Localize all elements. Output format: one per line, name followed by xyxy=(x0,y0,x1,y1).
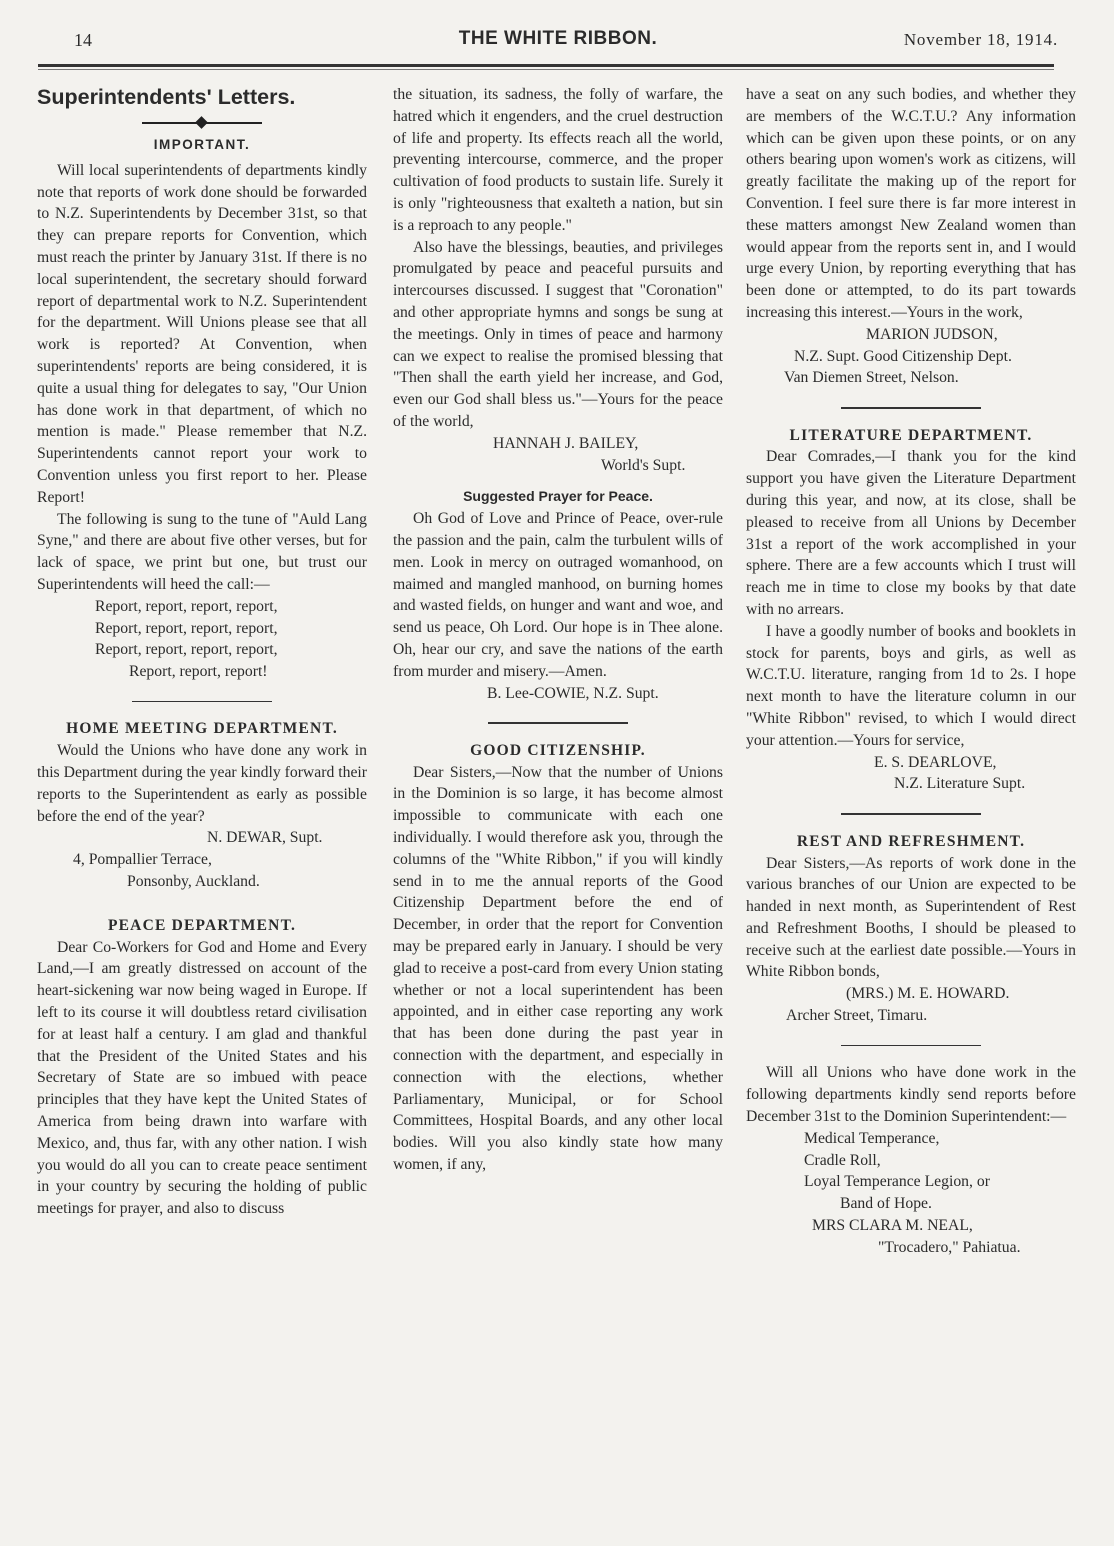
literature-paragraph-1: Dear Comrades,—I thank you for the kind support you have given the Literature Department during this year, and now, at its close, shall be pleased to receive from all Unions by December 31st a report of the work accomplished in your sphere. There are a few accounts which I trust will reach me in time to close my books by that date with no arrears. xyxy=(746,448,1076,619)
column-3 xyxy=(746,84,1076,1259)
peace-heading: PEACE DEPARTMENT. xyxy=(107,916,297,934)
good-citizenship-signature-title: N.Z. Supt. Good Citizenship Dept. xyxy=(794,347,1012,365)
issue-date: November 18, 1914. xyxy=(903,30,1058,49)
department-list-item: Loyal Temperance Legion, or xyxy=(804,1173,990,1191)
section-separator xyxy=(841,407,981,409)
masthead xyxy=(38,28,1078,58)
prayer-signature: B. Lee-COWIE, N.Z. Supt. xyxy=(487,684,659,702)
verse-line: Report, report, report, report, xyxy=(95,619,278,637)
page-number: 14 xyxy=(74,30,92,50)
rest-refreshment-heading: REST AND REFRESHMENT. xyxy=(796,832,1026,850)
peace-paragraph-continued: the situation, its sadness, the folly of warfare, the hatred which it engenders, and the cruel destruction of life and property. Its effects reach all the world, preventing intercourse, commerce, and the proper cultivation of food products to sustain life. Surely it is only "righteousness that exalteth a nation, but sin is a reproach to any people." xyxy=(393,86,723,234)
good-citizenship-paragraph: Dear Sisters,—Now that the number of Unions in the Dominion is so large, it has become almost impossible to communicate with each one individually. I would therefore ask you, through the columns of the "White Ribbon," if you will kindly send in to me the annual reports of the Good Citizenship Department before the end of December, in order that the report for Convention may be prepared early in January. I should be very glad to receive a post-card from every Union stating whether or not a local superintendent has been appointed, and in either case reporting any work that has been done during the past year in connection with the department, and especially in connection with the elections, whether Parliamentary, Municipal, or for School Committees, Hospital Boards, and any other local bodies. Will you also kindly state how many women, if any, xyxy=(393,763,723,1173)
literature-paragraph-2: I have a goodly number of books and booklets in stock for parents, boys and girls, as well as W.C.T.U. literature, ranging from 1d to 2s. I hope next month to have the literature column in our "White Ribbon" revised, to which I would direct your attention.—Yours for service, xyxy=(746,622,1076,749)
departments-signature: MRS CLARA M. NEAL, xyxy=(812,1216,973,1234)
column-1 xyxy=(37,84,367,1220)
rest-refreshment-paragraph: Dear Sisters,—As reports of work done in the various branches of our Union are expected to be handed in next month, as Superintendent of Rest and Refreshment Booths, I should be pleased to receive such at the earliest date possible.—Yours in White Ribbon bonds, xyxy=(746,854,1076,981)
column-2 xyxy=(393,84,723,1176)
home-meeting-heading: HOME MEETING DEPARTMENT. xyxy=(66,720,338,738)
section-separator xyxy=(488,722,628,724)
literature-signature-title: N.Z. Literature Supt. xyxy=(894,775,1026,793)
song-intro-paragraph: The following is sung to the tune of "Auld Lang Syne," and there are about five other verses, but for lack of space, we print but one, but trust our Superintendents will heed the call:— xyxy=(37,510,367,593)
home-meeting-paragraph: Would the Unions who have done any work in this Department during the year kindly forward their reports to the Superintendent as early as possible before the end of the year? xyxy=(37,742,367,825)
departments-address: "Trocadero," Pahiatua. xyxy=(878,1238,1021,1256)
peace-paragraph-2: Also have the blessings, beauties, and privileges promulgated by peace and peaceful pursuits and intercourses discussed. I suggest that "Coronation" and other appropriate hymns and songs be sung at the meetings. Only in times of peace and harmony can we expect to realise the promised blessing that "Then shall the earth yield her increase, and God, even our God shall bless us."—Yours for the peace of the world, xyxy=(393,238,723,430)
home-meeting-signature: N. DEWAR, Supt. xyxy=(207,829,323,847)
rest-refreshment-signature: (MRS.) M. E. HOWARD. xyxy=(846,985,1010,1003)
department-list-item: Band of Hope. xyxy=(840,1195,932,1213)
home-meeting-address: Ponsonby, Auckland. xyxy=(127,873,260,890)
verse-line: Report, report, report! xyxy=(129,663,268,681)
important-heading: IMPORTANT. xyxy=(153,137,251,152)
good-citizenship-signature: MARION JUDSON, xyxy=(866,325,998,343)
song-verse xyxy=(37,596,367,683)
section-separator xyxy=(841,1045,981,1047)
peace-signature: HANNAH J. BAILEY, xyxy=(493,434,639,452)
masthead-rule xyxy=(38,64,1054,67)
home-meeting-address: 4, Pompallier Terrace, xyxy=(73,851,212,869)
section-separator xyxy=(841,813,981,815)
prayer-heading: Suggested Prayer for Peace. xyxy=(463,488,653,505)
rest-refreshment-address: Archer Street, Timaru. xyxy=(786,1007,928,1025)
departments-paragraph: Will all Unions who have done work in the following departments kindly send reports before December 31st to the Dominion Superintendent:— xyxy=(746,1064,1076,1125)
literature-heading: LITERATURE DEPARTMENT. xyxy=(789,426,1033,444)
peace-paragraph: Dear Co-Workers for God and Home and Every Land,—I am greatly distressed on account of the heart-sickening war now being waged in Europe. If left to its course it will doubtless retard civilisation for at least half a century. I am glad and thankful that the President of the United States and his Secretary of State are so imbued with peace principles that they have kept the United States of America from being drawn into warfare with Mexico, and, thus far, with any other nation. I wish you would do all you can to create peace sentiment in your country by securing the holding of public meetings for prayer, and also to discuss xyxy=(37,938,367,1218)
page-heading: Superintendents' Letters. xyxy=(37,85,296,109)
section-separator xyxy=(132,701,272,703)
department-list-item: Cradle Roll, xyxy=(804,1151,881,1169)
verse-line: Report, report, report, report, xyxy=(95,597,278,615)
peace-signature-title: World's Supt. xyxy=(601,456,686,474)
ornament-divider xyxy=(142,116,262,130)
good-citizenship-heading: GOOD CITIZENSHIP. xyxy=(470,741,646,759)
masthead-rule-thin xyxy=(38,69,1054,70)
department-list-item: Medical Temperance, xyxy=(804,1129,940,1147)
good-citizenship-continued: have a seat on any such bodies, and whether they are members of the W.C.T.U.? Any information which can be given upon these points, or on any others bearing upon women's work as citizens, will greatly facilitate the making up of the report for Convention. I feel sure there is far more interest in these matters amongst New Zealand women than would appear from the reports sent in, and I would urge every Union, by reporting everything that has been done or attempted, to do its part towards increasing this interest.—Yours in the work, xyxy=(746,86,1076,321)
literature-signature: E. S. DEARLOVE, xyxy=(874,753,997,771)
good-citizenship-address: Van Diemen Street, Nelson. xyxy=(784,369,959,387)
publication-title: THE WHITE RIBBON. xyxy=(458,28,658,49)
verse-line: Report, report, report, report, xyxy=(95,641,278,659)
important-paragraph: Will local superintendents of departments kindly note that reports of work done should be forwarded to N.Z. Superintendents by December 31st, so that they can prepare reports for Convention, which must reach the printer by January 31st. If there is no local superintendent, the secretary should forward report of departmental work to N.Z. Superintendent for the department. Will Unions please see that all work is reported? At Convention, when superintendents' reports are being considered, it is quite a usual thing for delegates to say, "Our Union has done work in that department, of which no mention is made." Please remember that N.Z. Superintendents cannot report your work to Convention unless you first report to her. Please Report! xyxy=(37,161,367,506)
prayer-paragraph: Oh God of Love and Prince of Peace, over-rule the passion and the pain, calm the turbulent wills of men. Look in mercy on outraged womanhood, on maimed and mangled manhood, on burning homes and wasted fields, on hunger and want and woe, and send us peace, Oh Lord. Our hope is in Thee alone. Oh, hear our cry, and save the nations of the earth from murder and misery.—Amen. xyxy=(393,510,723,680)
